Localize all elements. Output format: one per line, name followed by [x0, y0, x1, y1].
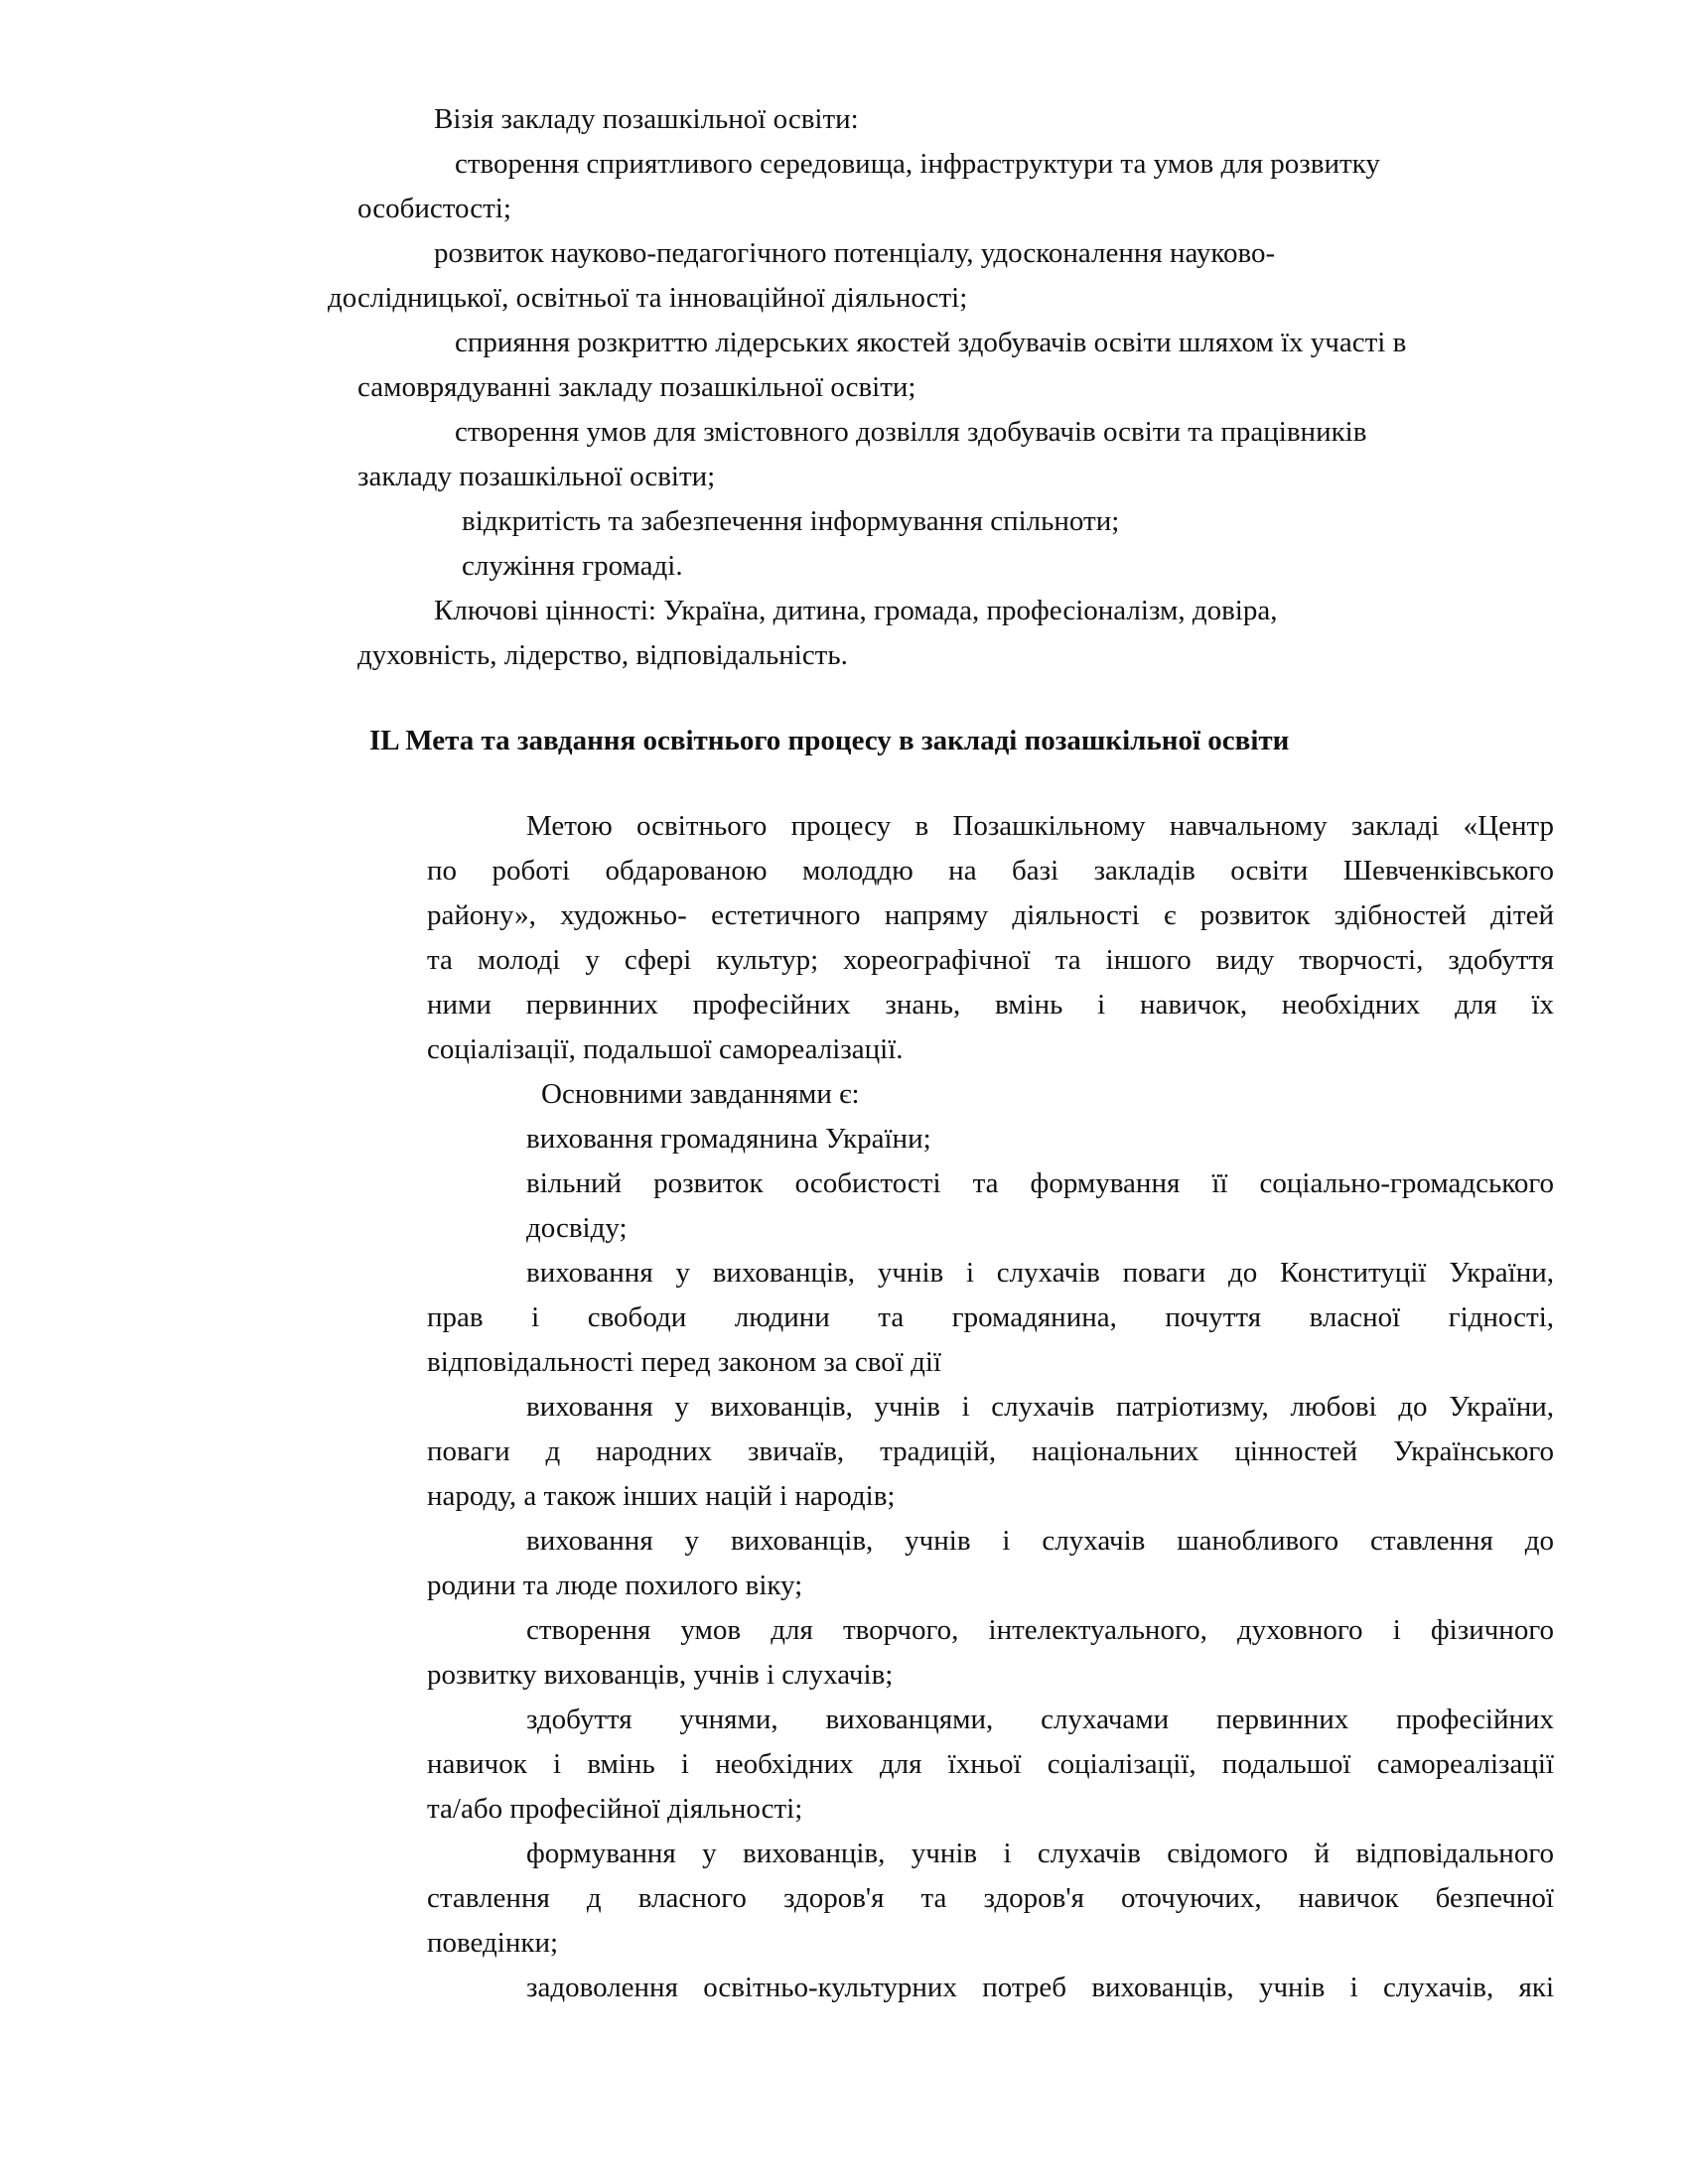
- task-constitution-line-1: виховання у вихованців, учнів і слухачів поваги до Конституції України,: [526, 1257, 1554, 1289]
- intro-line-3: району», художньо- естетичного напряму діяльності є розвиток здібностей дітей: [427, 899, 1554, 931]
- vision-title: Візія закладу позашкільної освіти:: [434, 103, 859, 135]
- task-patriotism-line-1: виховання у вихованців, учнів і слухачів патріотизму, любові до України,: [526, 1391, 1554, 1423]
- intro-line-4: та молоді у сфері культур; хореографічної та іншого виду творчості, здобуття: [427, 944, 1554, 976]
- task-skills-line-3: та/або професійної діяльності;: [427, 1793, 803, 1825]
- task-constitution-line-3: відповідальності перед законом за свої дії: [427, 1346, 941, 1378]
- task-development-line-1: створення умов для творчого, інтелектуального, духовного і фізичного: [526, 1614, 1554, 1646]
- task-citizen: виховання громадянина України;: [526, 1123, 931, 1155]
- vision-item-4-line-1: створення умов для змістовного дозвілля здобувачів освіти та працівників: [455, 416, 1367, 448]
- vision-item-4-line-2: закладу позашкільної освіти;: [357, 461, 716, 492]
- task-health-line-3: поведінки;: [427, 1927, 559, 1959]
- task-personality-line-1: вільний розвиток особистості та формування її соціально-громадського: [526, 1167, 1554, 1199]
- vision-item-2-line-2: дослідницької, освітньої та інноваційної діяльності;: [328, 282, 968, 314]
- vision-item-2-line-1: розвиток науково-педагогічного потенціалу, удосконалення науково-: [434, 237, 1276, 269]
- key-values-line-1: Ключові цінності: Україна, дитина, громада, професіоналізм, довіра,: [434, 595, 1278, 626]
- vision-item-5: відкритість та забезпечення інформування спільноти;: [462, 505, 1120, 537]
- tasks-title: Основними завданнями є:: [541, 1078, 860, 1110]
- vision-item-1-line-1: створення сприятливого середовища, інфраструктури та умов для розвитку: [455, 148, 1380, 180]
- vision-item-1-line-2: особистості;: [357, 193, 511, 224]
- task-development-line-2: розвитку вихованців, учнів і слухачів;: [427, 1659, 894, 1691]
- vision-item-3-line-1: сприяння розкриттю лідерських якостей здобувачів освіти шляхом їх участі в: [455, 327, 1407, 358]
- key-values-line-2: духовність, лідерство, відповідальність.: [357, 639, 848, 671]
- task-health-line-2: ставлення д власного здоров'я та здоров'я оточуючих, навичок безпечної: [427, 1882, 1554, 1914]
- task-health-line-1: формування у вихованців, учнів і слухачів свідомого й відповідального: [526, 1838, 1554, 1869]
- task-respect-line-1: виховання у вихованців, учнів і слухачів шанобливого ставлення до: [526, 1525, 1554, 1557]
- task-skills-line-1: здобуття учнями, вихованцями, слухачами первинних професійних: [526, 1704, 1554, 1735]
- task-patriotism-line-3: народу, а також інших націй і народів;: [427, 1480, 896, 1512]
- intro-line-1: Метою освітнього процесу в Позашкільному навчальному закладі «Центр: [526, 810, 1554, 842]
- task-constitution-line-2: прав і свободи людини та громадянина, почуття власної гідності,: [427, 1301, 1554, 1333]
- task-patriotism-line-2: поваги д народних звичаїв, традицій, національних цінностей Українського: [427, 1435, 1554, 1467]
- task-skills-line-2: навичок і вмінь і необхідних для їхньої соціалізації, подальшої самореалізації: [427, 1748, 1554, 1780]
- intro-line-2: по роботі обдарованою молоддю на базі закладів освіти Шевченківського: [427, 855, 1554, 887]
- task-respect-line-2: родини та люде похилого віку;: [427, 1570, 803, 1601]
- vision-item-3-line-2: самоврядуванні закладу позашкільної освіти;: [357, 371, 916, 403]
- section-heading: ІL Мета та завдання освітнього процесу в закладі позашкільної освіти: [369, 725, 1290, 756]
- task-culture-line-1: задоволення освітньо-культурних потреб вихованців, учнів і слухачів, які: [526, 1972, 1554, 2003]
- vision-item-6: служіння громаді.: [462, 550, 683, 582]
- intro-line-6: соціалізації, подальшої самореалізації.: [427, 1033, 904, 1065]
- intro-line-5: ними первинних професійних знань, вмінь і навичок, необхідних для їх: [427, 989, 1554, 1021]
- task-personality-line-2: досвіду;: [526, 1212, 628, 1244]
